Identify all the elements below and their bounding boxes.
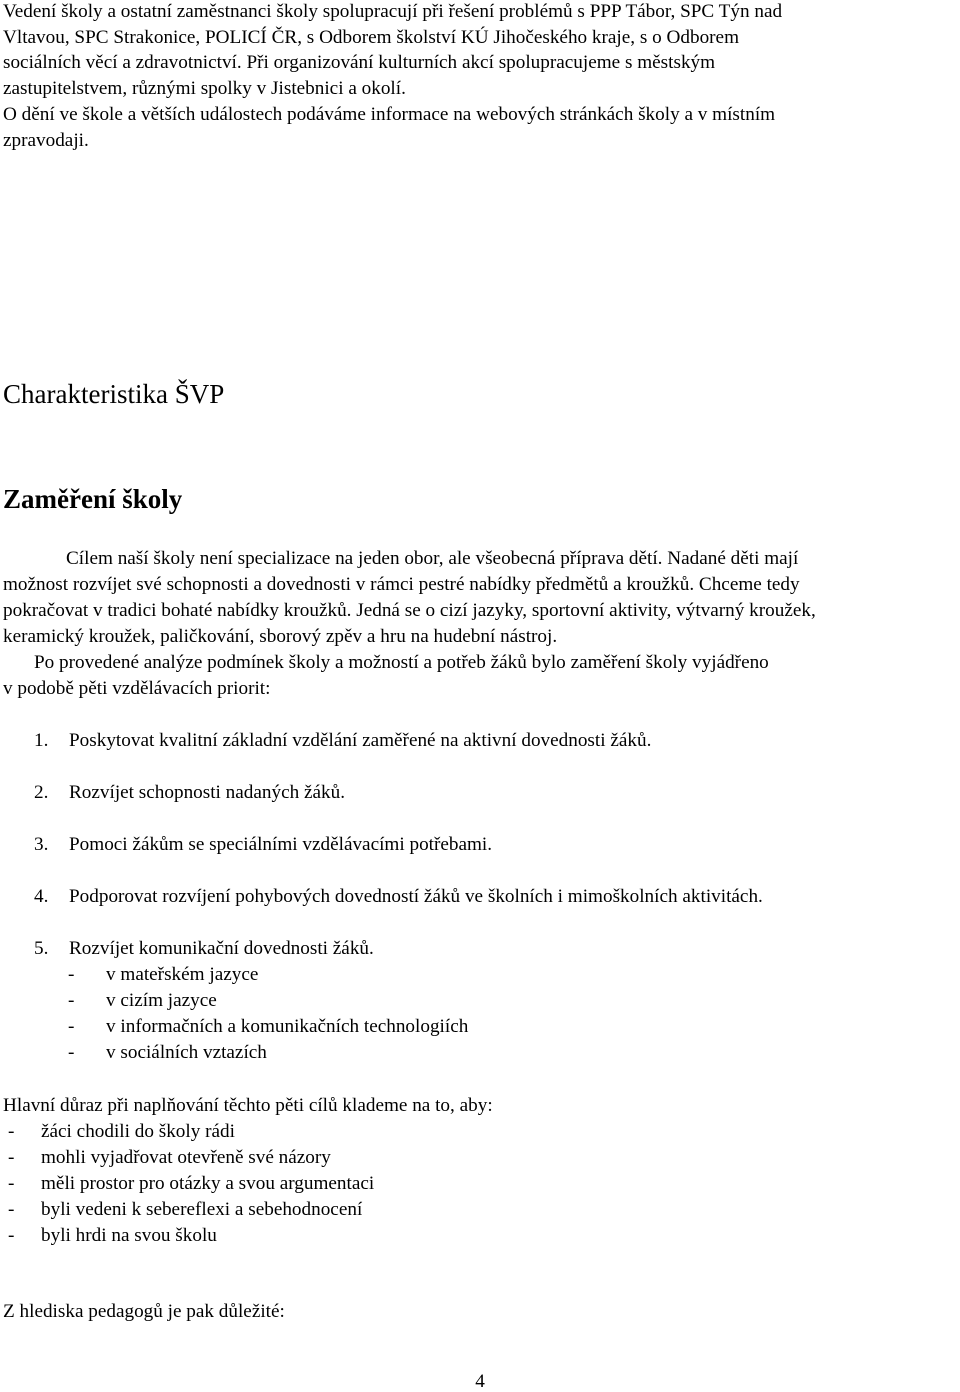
list-dash: - [8, 1173, 15, 1194]
list-number: 2. [34, 782, 49, 803]
text-line: Po provedené analýze podmínek školy a možností a potřeb žáků bylo zaměření školy vyjádřeno [34, 652, 769, 673]
text-line: Vedení školy a ostatní zaměstnanci školy spolupracují při řešení problémů s PPP Tábor, SPC Týn nad [3, 1, 783, 22]
text-line: zastupitelstvem, různými spolky v Jistebnici a okolí. [3, 78, 406, 99]
list-dash: - [68, 990, 75, 1011]
list-text: měli prostor pro otázky a svou argumentaci [41, 1173, 375, 1194]
emphasis-intro: Hlavní důraz při naplňování těchto pěti cílů klademe na to, aby: [3, 1095, 493, 1116]
list-number: 5. [34, 938, 49, 959]
list-dash: - [68, 1016, 75, 1037]
list-text: v mateřském jazyce [106, 964, 259, 985]
text-line: možnost rozvíjet své schopnosti a dovednosti v rámci pestré nabídky předmětů a kroužků. Chceme tedy [3, 574, 800, 595]
list-dash: - [68, 1042, 75, 1063]
list-number: 4. [34, 886, 49, 907]
text-line: pokračovat v tradici bohaté nabídky kroužků. Jedná se o cizí jazyky, sportovní aktivity, výtvarný kroužek, [3, 600, 816, 621]
list-text: Pomoci žákům se speciálními vzdělávacími potřebami. [69, 834, 493, 855]
list-text: Rozvíjet komunikační dovednosti žáků. [69, 938, 374, 959]
list-text: v cizím jazyce [106, 990, 217, 1011]
list-text: v sociálních vztazích [106, 1042, 267, 1063]
text-line: keramický kroužek, paličkování, sborový zpěv a hru na hudební nástroj. [3, 626, 558, 647]
text-line: Vltavou, SPC Strakonice, POLICÍ ČR, s Odborem školství KÚ Jihočeského kraje, s o Odborem [3, 27, 739, 48]
list-dash: - [8, 1199, 15, 1220]
text-line: v podobě pěti vzdělávacích priorit: [3, 678, 271, 699]
text-line: Cílem naší školy není specializace na jeden obor, ale všeobecná příprava dětí. Nadané děti mají [66, 548, 799, 569]
list-text: Rozvíjet schopnosti nadaných žáků. [69, 782, 346, 803]
list-text: Podporovat rozvíjení pohybových dovedností žáků ve školních i mimoškolních aktivitách. [69, 886, 763, 907]
text-line: O dění ve škole a větších událostech podáváme informace na webových stránkách školy a v místním [3, 104, 776, 125]
list-text: Poskytovat kvalitní základní vzdělání zaměřené na aktivní dovednosti žáků. [69, 730, 652, 751]
subsection-heading: Zaměření školy [3, 484, 183, 514]
teachers-intro: Z hlediska pedagogů je pak důležité: [3, 1301, 285, 1322]
list-dash: - [8, 1225, 15, 1246]
list-dash: - [68, 964, 75, 985]
list-text: byli vedeni k sebereflexi a sebehodnocení [41, 1199, 363, 1220]
list-text: mohli vyjadřovat otevřeně své názory [41, 1147, 331, 1168]
list-text: byli hrdi na svou školu [41, 1225, 217, 1246]
page-number: 4 [475, 1371, 485, 1392]
text-line: zpravodaji. [3, 130, 89, 151]
list-number: 1. [34, 730, 49, 751]
list-dash: - [8, 1121, 15, 1142]
list-text: žáci chodili do školy rádi [41, 1121, 235, 1142]
list-dash: - [8, 1147, 15, 1168]
text-line: sociálních věcí a zdravotnictví. Při organizování kulturních akcí spolupracujeme s městským [3, 52, 716, 73]
list-number: 3. [34, 834, 49, 855]
section-heading: Charakteristika ŠVP [3, 379, 225, 409]
list-text: v informačních a komunikačních technologiích [106, 1016, 469, 1037]
